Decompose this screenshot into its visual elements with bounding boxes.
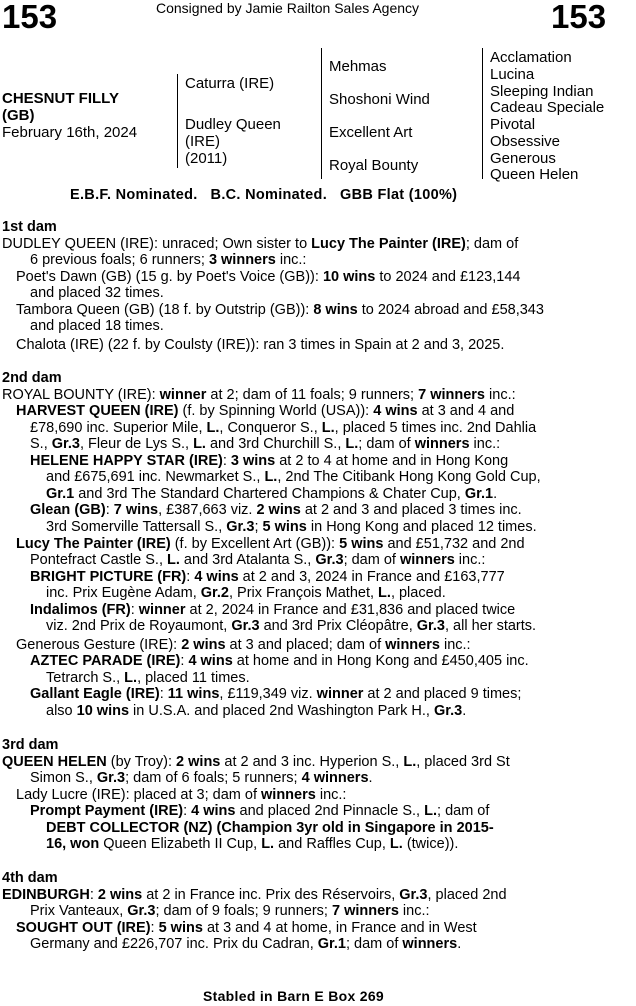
dam-line1: Dudley Queen: [185, 116, 281, 133]
sire-sire: Mehmas: [329, 58, 387, 75]
gen3-1: Acclamation: [490, 49, 572, 66]
dam3-line6: 16, won Queen Elizabeth II Cup, L. and Raffles Cup, L. (twice)).: [46, 836, 459, 852]
dam2-line5: HELENE HAPPY STAR (IRE): 3 wins at 2 to 4 at home and in Hong Kong: [30, 453, 509, 469]
gen3-8: Queen Helen: [490, 166, 579, 183]
dam2-line18: Tetrarch S., L., placed 11 times.: [46, 670, 250, 686]
sire: Caturra (IRE): [185, 75, 275, 92]
dam3-line5: DEBT COLLECTOR (NZ) (Champion 3yr old in Singapore in 2015-: [46, 820, 494, 836]
dam1-line2: 6 previous foals; 6 runners; 3 winners inc.:: [30, 252, 307, 268]
dam1-line5: Tambora Queen (GB) (18 f. by Outstrip (GB)): 8 wins to 2024 abroad and £58,343: [16, 302, 544, 318]
dam-dam: Royal Bounty: [329, 157, 419, 174]
dam4-line3: SOUGHT OUT (IRE): 5 wins at 3 and 4 at home, in France and in West: [16, 920, 477, 936]
nominations: E.B.F. Nominated. B.C. Nominated. GBB Flat (100%): [70, 187, 458, 203]
foaling-date: February 16th, 2024: [2, 124, 138, 141]
dam3-line4: Prompt Payment (IRE): 4 wins and placed 2nd Pinnacle S., L.; dam of: [30, 803, 490, 819]
gen3-3: Sleeping Indian: [490, 83, 594, 100]
dam2-line17: AZTEC PARADE (IRE): 4 wins at home and in Hong Kong and £450,405 inc.: [30, 653, 529, 669]
dam2-line7: Gr.1 and 3rd The Standard Chartered Champions & Chater Cup, Gr.1.: [46, 486, 498, 502]
dam3-line1: QUEEN HELEN (by Troy): 2 wins at 2 and 3 inc. Hyperion S., L., placed 3rd St: [2, 754, 510, 770]
lot-number-left: 153: [2, 0, 58, 35]
gen3-2: Lucina: [490, 66, 535, 83]
dam2-line13: inc. Prix Eugène Adam, Gr.2, Prix François Mathet, L., placed.: [46, 585, 446, 601]
consignor: Consigned by Jamie Railton Sales Agency: [156, 0, 420, 16]
lot-number-right: 153: [551, 0, 607, 35]
dam2-line8: Glean (GB): 7 wins, £387,663 viz. 2 wins at 2 and 3 and placed 3 times inc.: [30, 502, 522, 518]
dam4-line2: Prix Vanteaux, Gr.3; dam of 9 foals; 9 runners; 7 winners inc.:: [30, 903, 430, 919]
dam2-line3: £78,690 inc. Superior Mile, L., Conqueror S., L., placed 5 times inc. 2nd Dahlia: [30, 420, 537, 436]
dam4-line1: EDINBURGH: 2 wins at 2 in France inc. Prix des Réservoirs, Gr.3, placed 2nd: [2, 887, 507, 903]
horse-name-line2: (GB): [2, 107, 35, 124]
dam2-line12: BRIGHT PICTURE (FR): 4 wins at 2 and 3, 2024 in France and £163,777: [30, 569, 505, 585]
dam4-line4: Germany and £226,707 inc. Prix du Cadran, Gr.1; dam of winners.: [30, 936, 462, 952]
horse-name-line1: CHESNUT FILLY: [2, 90, 119, 107]
dam2-line2: HARVEST QUEEN (IRE) (f. by Spinning World (USA)): 4 wins at 3 and 4 and: [16, 403, 515, 419]
section-2nd-dam: 2nd dam: [2, 370, 62, 386]
dam2-line10: Lucy The Painter (IRE) (f. by Excellent Art (GB)): 5 wins and £51,732 and 2nd: [16, 536, 525, 552]
dam2-line16: Generous Gesture (IRE): 2 wins at 3 and placed; dam of winners inc.:: [16, 637, 471, 653]
gen3-5: Pivotal: [490, 116, 536, 133]
dam1-line7: Chalota (IRE) (22 f. by Coulsty (IRE)): ran 3 times in Spain at 2 and 3, 2025.: [16, 337, 505, 353]
dam-sire: Excellent Art: [329, 124, 413, 141]
stabling-info: Stabled in Barn E Box 269: [203, 988, 384, 1004]
dam-line3: (2011): [185, 150, 228, 167]
dam3-line2: Simon S., Gr.3; dam of 6 foals; 5 runners; 4 winners.: [30, 770, 373, 786]
gen3-4: Cadeau Speciale: [490, 99, 605, 116]
dam1-line3: Poet's Dawn (GB) (15 g. by Poet's Voice (GB)): 10 wins to 2024 and £123,144: [16, 269, 521, 285]
dam-line2: (IRE): [185, 133, 220, 150]
dam2-line20: also 10 wins in U.S.A. and placed 2nd Washington Park H., Gr.3.: [46, 703, 467, 719]
section-3rd-dam: 3rd dam: [2, 737, 59, 753]
dam1-line4: and placed 32 times.: [30, 285, 164, 301]
gen3-6: Obsessive: [490, 133, 561, 150]
section-1st-dam: 1st dam: [2, 219, 57, 235]
dam1-line1: DUDLEY QUEEN (IRE): unraced; Own sister to Lucy The Painter (IRE); dam of: [2, 236, 519, 252]
dam2-line19: Gallant Eagle (IRE): 11 wins, £119,349 viz. winner at 2 and placed 9 times;: [30, 686, 522, 702]
dam2-line1: ROYAL BOUNTY (IRE): winner at 2; dam of 11 foals; 9 runners; 7 winners inc.:: [2, 387, 516, 403]
dam1-line6: and placed 18 times.: [30, 318, 164, 334]
dam2-line11: Pontefract Castle S., L. and 3rd Atalanta S., Gr.3; dam of winners inc.:: [30, 552, 486, 568]
section-4th-dam: 4th dam: [2, 870, 58, 886]
dam2-line6: and £675,691 inc. Newmarket S., L., 2nd The Citibank Hong Kong Gold Cup,: [46, 469, 541, 485]
pedigree-bracket-3: [482, 48, 483, 179]
dam3-line3: Lady Lucre (IRE): placed at 3; dam of winners inc.:: [16, 787, 347, 803]
pedigree-bracket-2: [321, 48, 322, 179]
dam2-line9: 3rd Somerville Tattersall S., Gr.3; 5 wins in Hong Kong and placed 12 times.: [46, 519, 537, 535]
pedigree-bracket-1: [177, 74, 178, 168]
dam2-line15: viz. 2nd Prix de Royaumont, Gr.3 and 3rd Prix Cléopâtre, Gr.3, all her starts.: [46, 618, 537, 634]
dam2-line4: S., Gr.3, Fleur de Lys S., L. and 3rd Churchill S., L.; dam of winners inc.:: [30, 436, 501, 452]
gen3-7: Generous: [490, 150, 556, 167]
sire-dam: Shoshoni Wind: [329, 91, 430, 108]
dam2-line14: Indalimos (FR): winner at 2, 2024 in France and £31,836 and placed twice: [30, 602, 516, 618]
